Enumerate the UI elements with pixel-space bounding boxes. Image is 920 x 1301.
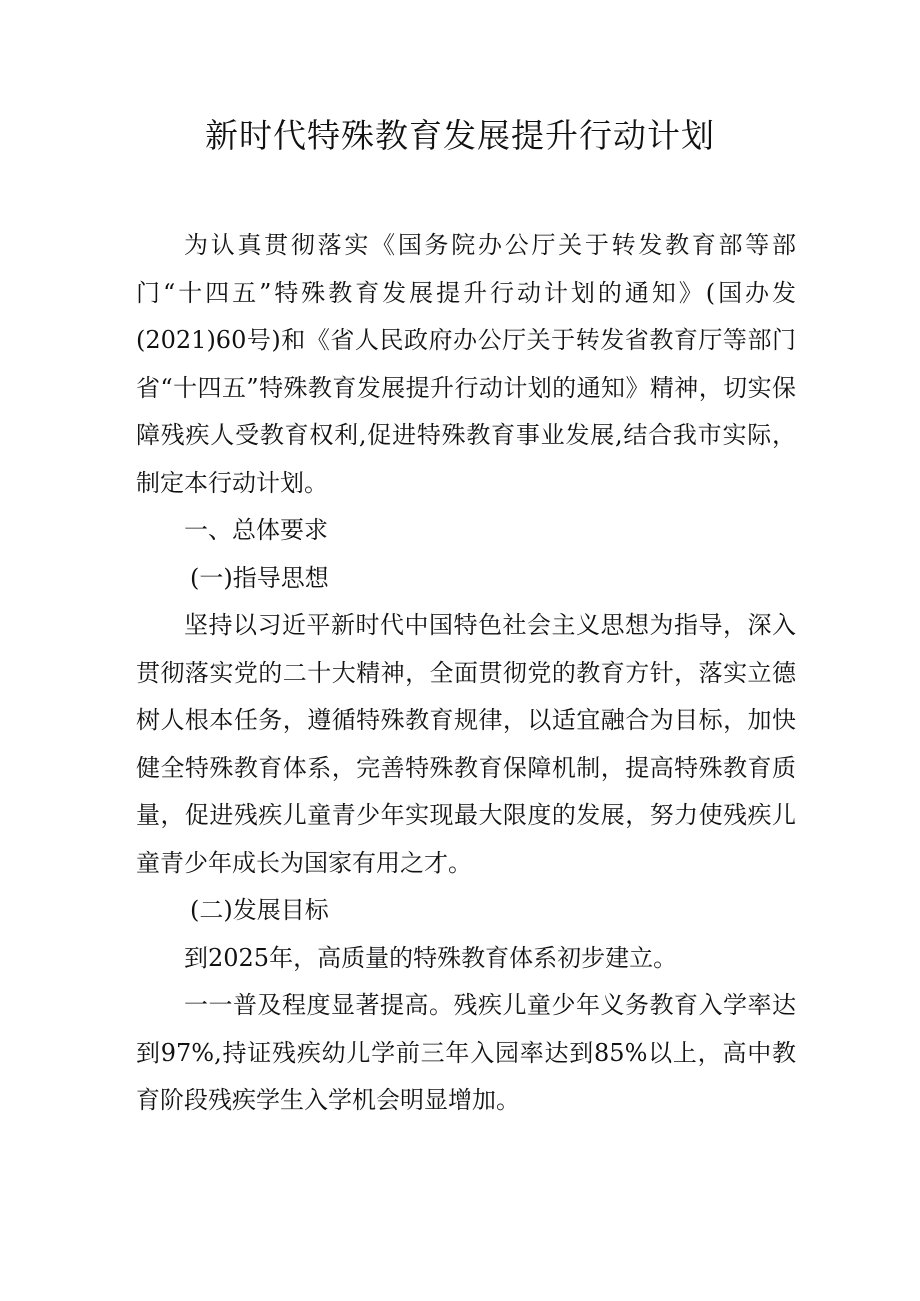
subsection-heading-guiding-ideology: (一)指导思想 bbox=[190, 563, 329, 592]
intro-paragraph: 为认真贯彻落实《国务院办公厅关于转发教育部等部门“十四五”特殊教育发展提升行动计划的通知》(国办发(2021)60号)和《省人民政府办公厅关于转发省教育厅等部门省“十四五”特殊教育发展提升行动计划的通知》精神，切实保障残疾人受教育权利,促进特殊教育事业发展,结合我市实际，制定本行动计划。 bbox=[136, 231, 796, 497]
document-body bbox=[136, 222, 796, 1125]
subsection-heading-development-goals: (二)发展目标 bbox=[190, 896, 329, 924]
goals-summary-paragraph: 到2025年，高质量的特殊教育体系初步建立。 bbox=[184, 943, 678, 972]
section-heading-general-requirements: 一、总体要求 bbox=[184, 516, 328, 544]
document-title: 新时代特殊教育发展提升行动计划 bbox=[205, 116, 715, 155]
guiding-ideology-paragraph: 坚持以习近平新时代中国特色社会主义思想为指导，深入贯彻落实党的二十大精神，全面贯彻党的教育方针，落实立德树人根本任务，遵循特殊教育规律，以适宜融合为目标，加快健全特殊教育体系，完善特殊教育保障机制，提高特殊教育质量，促进残疾儿童青少年实现最大限度的发展，努力使残疾儿童青少年成长为国家有用之才。 bbox=[136, 611, 796, 877]
goal-popularization-paragraph: 一一普及程度显著提高。残疾儿童少年义务教育入学率达到97%,持证残疾幼儿学前三年入园率达到85%以上，高中教育阶段残疾学生入学机会明显增加。 bbox=[136, 991, 796, 1114]
